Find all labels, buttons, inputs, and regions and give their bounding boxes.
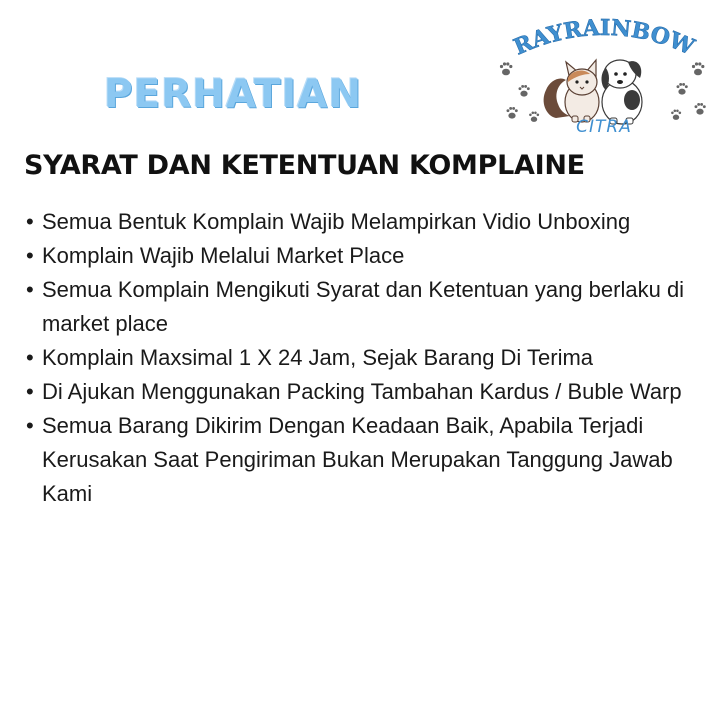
list-item <box>22 409 702 511</box>
logo-top-text: RAYRAINBOW <box>509 18 698 61</box>
rule-text: Komplain Maxsimal 1 X 24 Jam, Sejak Barang Di Terima <box>42 345 594 370</box>
rules-list <box>22 205 702 511</box>
cat-icon <box>544 60 599 122</box>
rule-text: Semua Bentuk Komplain Wajib Melampirkan Vidio Unboxing <box>42 209 631 234</box>
bullet-icon: • <box>26 277 34 302</box>
rule-text: Semua Barang Dikirim Dengan Keadaan Baik, Apabila Terjadi Kerusakan Saat Pengiriman Bukan Merupakan Tanggung Jawab Kami <box>42 413 673 506</box>
svg-text:RAYRAINBOW <box>510 18 698 61</box>
logo-bottom-text: CITRA <box>576 117 632 137</box>
page-title: PERHATIAN <box>104 72 362 117</box>
rule-text: Komplain Wajib Melalui Market Place <box>42 243 405 268</box>
bullet-icon: • <box>26 345 34 370</box>
bullet-icon: • <box>26 243 34 268</box>
list-item <box>22 239 702 273</box>
list-item <box>22 205 702 239</box>
bullet-icon: • <box>26 413 34 438</box>
rule-text: Di Ajukan Menggunakan Packing Tambahan Kardus / Buble Warp <box>42 379 682 404</box>
bullet-icon: • <box>26 379 34 404</box>
list-item <box>22 273 702 341</box>
paw-print-icon <box>500 62 706 121</box>
dog-icon <box>602 60 643 124</box>
rule-text: Semua Komplain Mengikuti Syarat dan Ketentuan yang berlaku di market place <box>42 277 685 336</box>
bullet-icon: • <box>26 209 34 234</box>
list-item <box>22 375 702 409</box>
section-title: SYARAT DAN KETENTUAN KOMPLAINE <box>24 150 585 181</box>
brand-logo <box>494 18 714 138</box>
list-item <box>22 341 702 375</box>
